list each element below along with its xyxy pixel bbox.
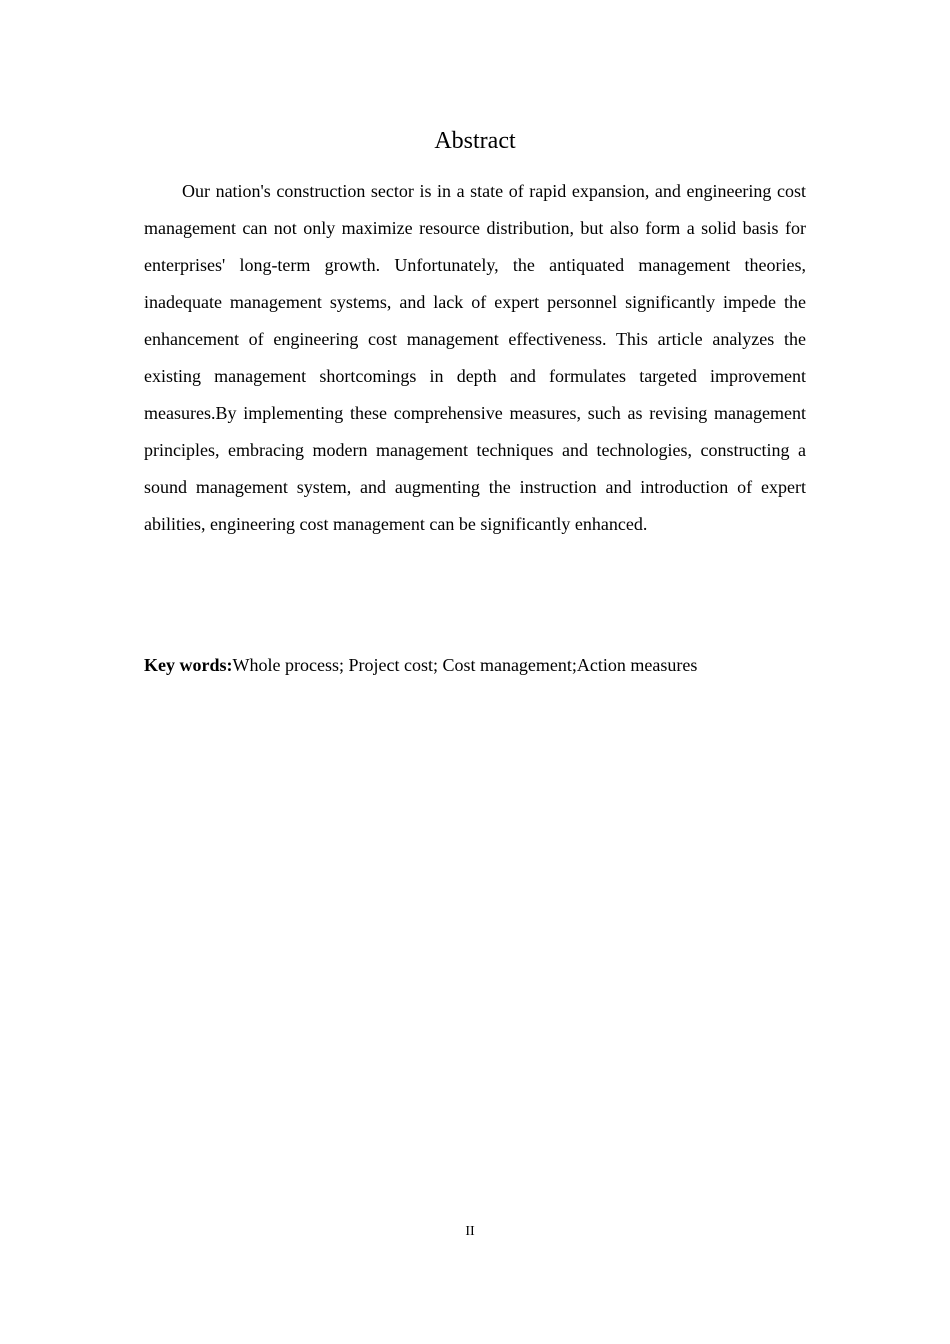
keywords-list: Whole process; Project cost; Cost management;Action measures — [232, 655, 698, 675]
abstract-paragraph: Our nation's construction sector is in a state of rapid expansion, and engineering cost management can not only maximize resource distribution, but also form a solid basis for enterprises' long-term growth. Unfortunately, the antiquated management theories, inadequate management systems, and lack of expert personnel significantly impede the enhancement of engineering cost management effectiveness. This article analyzes the existing management shortcomings in depth and formulates targeted improvement measures.By implementing these comprehensive measures, such as revising management principles, embracing modern management techniques and technologies, constructing a sound management system, and augmenting the instruction and introduction of expert abilities, engineering cost management can be significantly enhanced. — [144, 181, 806, 534]
keywords-line — [144, 650, 844, 680]
abstract-title: Abstract — [434, 128, 516, 154]
keywords-label: Key words: — [144, 655, 233, 675]
page-number: II — [465, 1224, 475, 1239]
